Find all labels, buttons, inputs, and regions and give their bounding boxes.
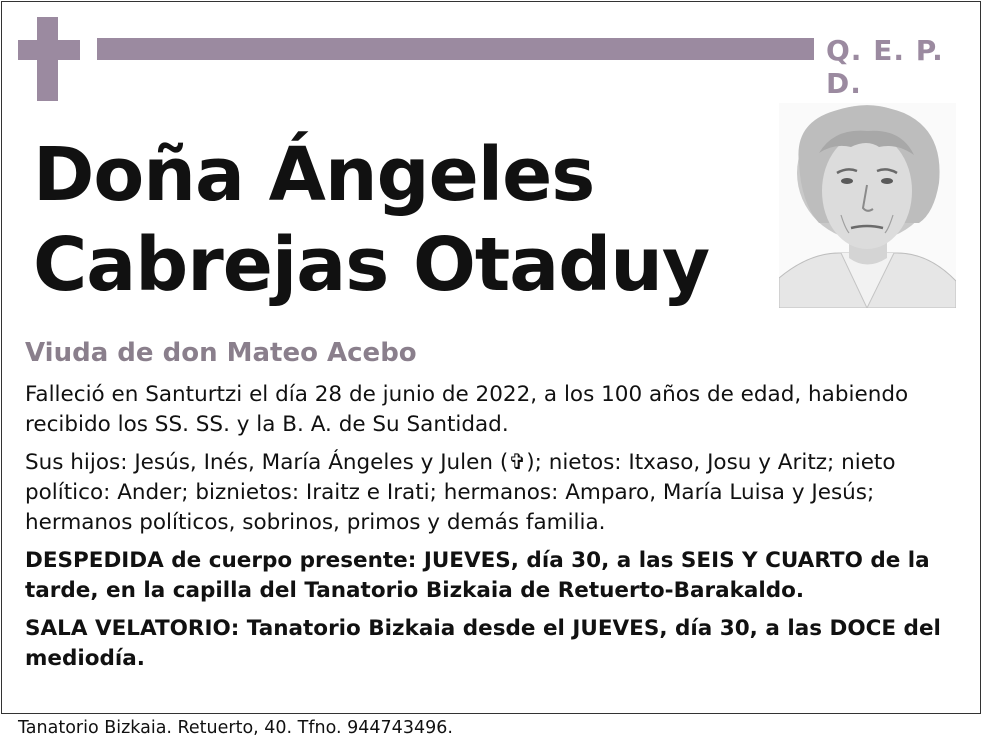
portrait-illustration <box>779 103 956 308</box>
farewell-paragraph: DESPEDIDA de cuerpo presente: JUEVES, día 30, a las SEIS Y CUARTO de la tarde, en la capilla del Tanatorio Bizkaia de Retuerto-Barakaldo. <box>25 548 930 603</box>
wake-paragraph: SALA VELATORIO: Tanatorio Bizkaia desde el JUEVES, día 30, a las DOCE del mediodía. <box>25 616 941 671</box>
header-bar <box>97 38 814 60</box>
notice-body <box>25 380 970 682</box>
name-line-2: Cabrejas Otaduy <box>33 222 710 308</box>
death-notice-paragraph: Falleció en Santurtzi el día 28 de junio de 2022, a los 100 años de edad, habiendo recibido los SS. SS. y la B. A. de Su Santidad. <box>25 382 909 437</box>
cross-horizontal-bar <box>18 40 80 60</box>
name-line-1: Doña Ángeles <box>33 132 595 218</box>
widow-subtitle: Viuda de don Mateo Acebo <box>25 338 417 368</box>
qepd-label: Q. E. P. D. <box>826 34 944 100</box>
deceased-name <box>33 130 709 310</box>
funeral-home-footer: Tanatorio Bizkaia. Retuerto, 40. Tfno. 944743496. <box>18 718 453 738</box>
portrait-photo <box>779 103 956 308</box>
family-paragraph: Sus hijos: Jesús, Inés, María Ángeles y Julen (✞); nietos: Itxaso, Josu y Aritz; nieto político: Ander; biznietos: Iraitz e Irati; hermanos: Amparo, María Luisa y Jesús; hermanos políticos, sobrinos, primos y demás familia. <box>25 450 896 535</box>
